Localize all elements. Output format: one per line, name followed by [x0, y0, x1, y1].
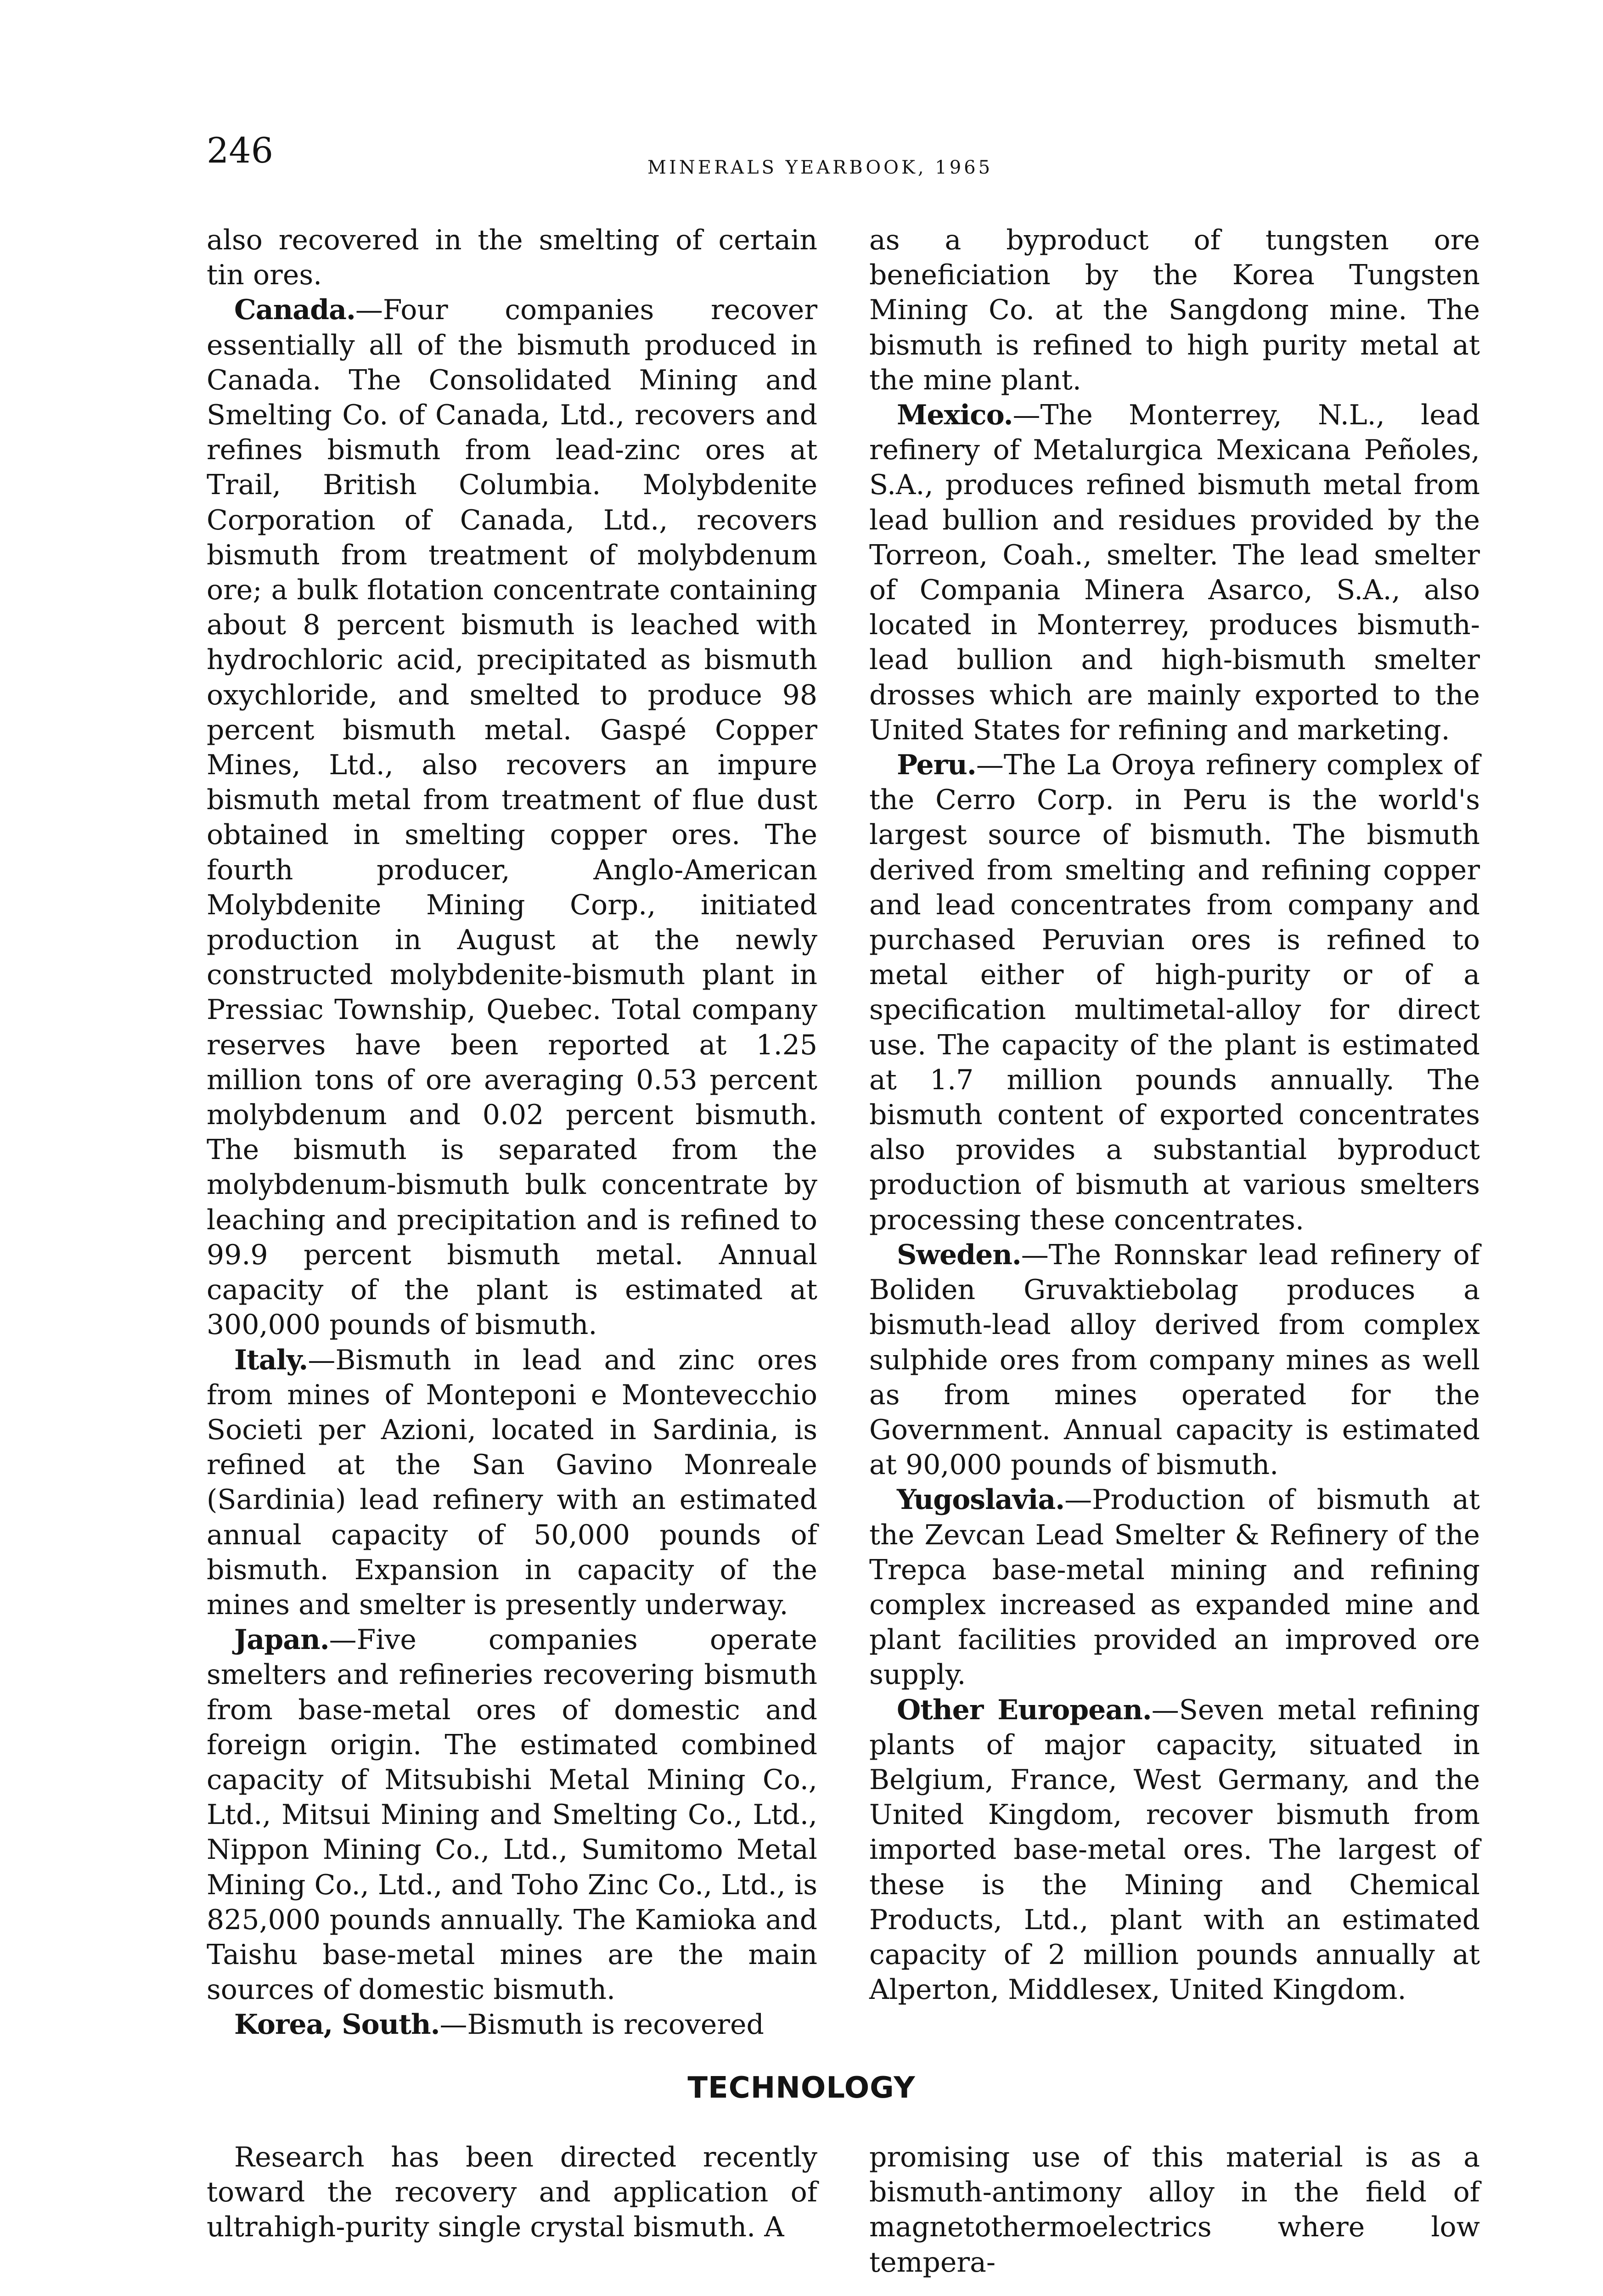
country-heading: Mexico. [897, 399, 1013, 432]
country-heading: Other European. [897, 1694, 1152, 1726]
country-heading: Korea, South. [234, 2009, 440, 2041]
paragraph-korea-south [207, 2007, 817, 2042]
paragraph-body: —Seven metal refining plants of major capacity, situated in Belgium, France, West Germany, and the United Kingdom, recover bismuth from imported base-metal ores. The largest of these is the Mining and Chemical Products, Ltd., plant with an estimated capacity of 2 million pounds annually at Alperton, Middlesex, United Kingdom. [869, 1694, 1480, 2006]
paragraph-body: —The Monterrey, N.L., lead refinery of Metalurgica Mexicana Peñoles, S.A., produces refined bismuth metal from lead bullion and residues provided by the Torreon, Coah., smelter. The lead smelter of Compania Minera Asarco, S.A., also located in Monterrey, produces bismuth-lead bullion and high-bismuth smelter drosses which are mainly exported to the United States for refining and marketing. [869, 399, 1480, 746]
paragraph-body: —Four companies recover essentially all of the bismuth produced in Canada. The Consolidated Mining and Smelting Co. of Canada, Ltd., recovers and refines bismuth from lead-zinc ores at Trail, British Columbia. Molybdenite Corporation of Canada, Ltd., recovers bismuth from treatment of molybdenum ore; a bulk flotation concentrate containing about 8 percent bismuth is leached with hydrochloric acid, precipitated as bismuth oxychloride, and smelted to produce 98 percent bismuth metal. Gaspé Copper Mines, Ltd., also recovers an impure bismuth metal from treatment of flue dust obtained in smelting copper ores. The fourth producer, Anglo-American Molybdenite Mining Corp., initiated production in August at the newly constructed molybdenite-bismuth plant in Pressiac Township, Quebec. Total company reserves have been reported at 1.25 million tons of ore averaging 0.53 percent molybdenum and 0.02 percent bismuth. The bismuth is separated from the molybdenum-bismuth bulk concentrate by leaching and precipitation and is refined to 99.9 percent bismuth metal. Annual capacity of the plant is estimated at 300,000 pounds of bismuth. [207, 294, 817, 1341]
technology-paragraph-continued: promising use of this material is as a bismuth-antimony alloy in the field of magnetothermoelectrics where low tempera- [869, 2141, 1480, 2279]
paragraph-body: —Bismuth in lead and zinc ores from mines of Monteponi e Montevecchio Societi per Azioni, located in Sardinia, is refined at the San Gavino Monreale (Sardinia) lead refinery with an estimated annual capacity of 50,000 pounds of bismuth. Expansion in capacity of the mines and smelter is presently underway. [207, 1344, 817, 1621]
country-heading: Japan. [234, 1624, 329, 1656]
paragraph-other-european [869, 1693, 1480, 2008]
paragraph-body: —The Ronnskar lead refinery of Boliden Gruvaktiebolag produces a bismuth-lead alloy derived from complex sulphide ores from company mines as well as from mines operated for the Government. Annual capacity is estimated at 90,000 pounds of bismuth. [869, 1238, 1480, 1481]
paragraph-body: —Bismuth is recovered [439, 2009, 764, 2041]
country-heading: Peru. [897, 749, 976, 782]
continued-paragraph: also recovered in the smelting of certain tin ores. [207, 224, 817, 292]
left-column [207, 223, 817, 2043]
paragraph-sweden [869, 1238, 1480, 1482]
running-title: MINERALS YEARBOOK, 1965 [647, 157, 993, 178]
paragraph-body: —The La Oroya refinery complex of the Cerro Corp. in Peru is the world's largest source of bismuth. The bismuth derived from smelting and refining copper and lead concentrates from company and purchased Peruvian ores is refined to metal either of high-purity or of a specification multimetal-alloy for direct use. The capacity of the plant is estimated at 1.7 million pounds annually. The bismuth content of exported concentrates also provides a substantial byproduct production of bismuth at various smelters processing these concentrates. [869, 749, 1480, 1236]
paragraph-italy [207, 1343, 817, 1623]
paragraph-yugoslavia [869, 1482, 1480, 1692]
paragraph-peru [869, 748, 1480, 1238]
technology-right-column [869, 2140, 1480, 2280]
paragraph-canada [207, 293, 817, 1342]
country-heading: Canada. [234, 294, 355, 326]
page-number: 246 [207, 130, 274, 171]
paragraph-mexico [869, 398, 1480, 748]
technology-left-column [207, 2140, 817, 2245]
section-heading-technology: TECHNOLOGY [687, 2071, 916, 2105]
country-heading: Yugoslavia. [897, 1484, 1065, 1516]
paragraph-body: —Production of bismuth at the Zevcan Lead Smelter & Refinery of the Trepca base-metal mining and refining complex increased as expanded mine and plant facilities provided an improved ore supply. [869, 1484, 1480, 1691]
continued-paragraph: as a byproduct of tungsten ore beneficiation by the Korea Tungsten Mining Co. at the Sangdong mine. The bismuth is refined to high purity metal at the mine plant. [869, 224, 1480, 396]
paragraph-body: —Five companies operate smelters and refineries recovering bismuth from base-metal ores of domestic and foreign origin. The estimated combined capacity of Mitsubishi Metal Mining Co., Ltd., Mitsui Mining and Smelting Co., Ltd., Nippon Mining Co., Ltd., Sumitomo Metal Mining Co., Ltd., and Toho Zinc Co., Ltd., is 825,000 pounds annually. The Kamioka and Taishu base-metal mines are the main sources of domestic bismuth. [207, 1624, 817, 2006]
paragraph-japan [207, 1622, 817, 2007]
country-heading: Sweden. [897, 1238, 1021, 1271]
right-column [869, 223, 1480, 2007]
country-heading: Italy. [234, 1344, 308, 1376]
technology-paragraph: Research has been directed recently toward the recovery and application of ultrahigh-purity single crystal bismuth. A [207, 2141, 817, 2244]
